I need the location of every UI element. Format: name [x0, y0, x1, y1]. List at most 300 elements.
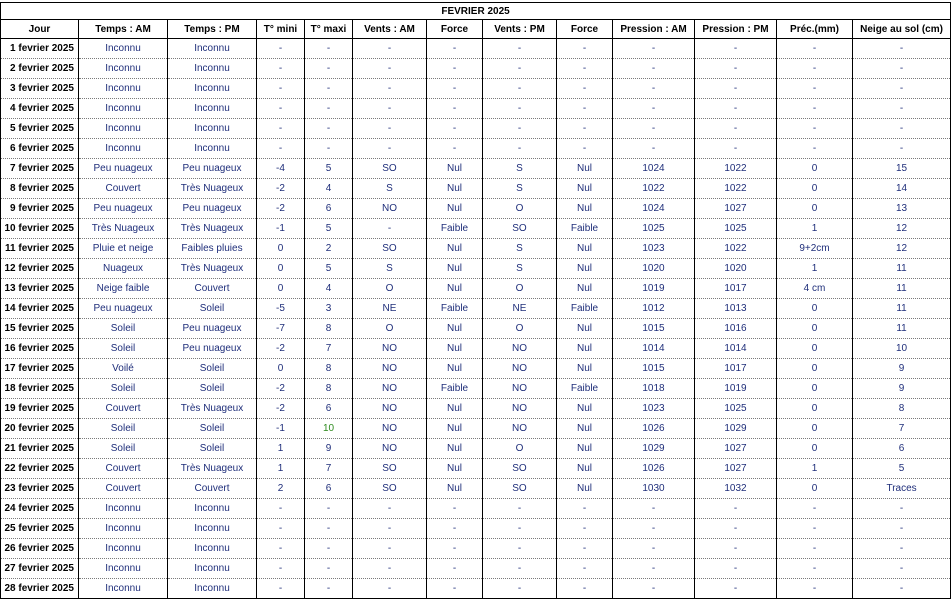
force-am-cell[interactable]: Faible	[427, 219, 483, 239]
snow-depth-cell[interactable]: 9	[853, 379, 951, 399]
snow-depth-cell[interactable]: 10	[853, 339, 951, 359]
precipitation-cell[interactable]: -	[777, 59, 853, 79]
snow-depth-cell[interactable]: -	[853, 59, 951, 79]
force-am-cell[interactable]: -	[427, 39, 483, 59]
force-am-cell[interactable]: Nul	[427, 319, 483, 339]
weather-am-cell[interactable]: Très Nuageux	[79, 219, 168, 239]
weather-am-cell[interactable]: Peu nuageux	[79, 159, 168, 179]
wind-am-cell[interactable]: -	[353, 99, 427, 119]
weather-pm-cell[interactable]: Soleil	[168, 379, 257, 399]
force-pm-cell[interactable]: Nul	[557, 319, 613, 339]
day-cell[interactable]: 3 fevrier 2025	[1, 79, 79, 99]
wind-pm-cell[interactable]: SO	[483, 459, 557, 479]
day-cell[interactable]: 6 fevrier 2025	[1, 139, 79, 159]
pressure-pm-cell[interactable]: 1017	[695, 359, 777, 379]
weather-pm-cell[interactable]: Inconnu	[168, 499, 257, 519]
column-header[interactable]: Pression : PM	[695, 20, 777, 39]
snow-depth-cell[interactable]: 11	[853, 319, 951, 339]
wind-am-cell[interactable]: -	[353, 559, 427, 579]
temp-max-cell[interactable]: 8	[305, 359, 353, 379]
day-cell[interactable]: 5 fevrier 2025	[1, 119, 79, 139]
temp-max-cell[interactable]: 7	[305, 339, 353, 359]
temp-max-cell[interactable]: -	[305, 519, 353, 539]
pressure-pm-cell[interactable]: 1029	[695, 419, 777, 439]
pressure-am-cell[interactable]: 1025	[613, 219, 695, 239]
wind-am-cell[interactable]: S	[353, 259, 427, 279]
day-cell[interactable]: 12 fevrier 2025	[1, 259, 79, 279]
weather-pm-cell[interactable]: Peu nuageux	[168, 159, 257, 179]
pressure-pm-cell[interactable]: 1022	[695, 159, 777, 179]
wind-am-cell[interactable]: SO	[353, 459, 427, 479]
pressure-am-cell[interactable]: -	[613, 119, 695, 139]
weather-pm-cell[interactable]: Inconnu	[168, 559, 257, 579]
temp-max-cell[interactable]: -	[305, 559, 353, 579]
pressure-am-cell[interactable]: 1029	[613, 439, 695, 459]
force-am-cell[interactable]: -	[427, 579, 483, 599]
temp-min-cell[interactable]: -5	[257, 299, 305, 319]
wind-pm-cell[interactable]: NO	[483, 399, 557, 419]
wind-am-cell[interactable]: NO	[353, 359, 427, 379]
day-cell[interactable]: 1 fevrier 2025	[1, 39, 79, 59]
precipitation-cell[interactable]: 0	[777, 399, 853, 419]
temp-min-cell[interactable]: -1	[257, 219, 305, 239]
force-am-cell[interactable]: Faible	[427, 299, 483, 319]
wind-am-cell[interactable]: SO	[353, 239, 427, 259]
snow-depth-cell[interactable]: 7	[853, 419, 951, 439]
pressure-pm-cell[interactable]: 1027	[695, 199, 777, 219]
temp-min-cell[interactable]: -	[257, 519, 305, 539]
weather-am-cell[interactable]: Soleil	[79, 419, 168, 439]
temp-max-cell[interactable]: 9	[305, 439, 353, 459]
temp-max-cell[interactable]: 5	[305, 219, 353, 239]
day-cell[interactable]: 11 fevrier 2025	[1, 239, 79, 259]
column-header[interactable]: Préc.(mm)	[777, 20, 853, 39]
weather-pm-cell[interactable]: Inconnu	[168, 139, 257, 159]
snow-depth-cell[interactable]: -	[853, 539, 951, 559]
weather-am-cell[interactable]: Inconnu	[79, 139, 168, 159]
pressure-pm-cell[interactable]: 1027	[695, 459, 777, 479]
day-cell[interactable]: 24 fevrier 2025	[1, 499, 79, 519]
wind-am-cell[interactable]: -	[353, 579, 427, 599]
day-cell[interactable]: 4 fevrier 2025	[1, 99, 79, 119]
wind-pm-cell[interactable]: O	[483, 319, 557, 339]
force-am-cell[interactable]: Nul	[427, 239, 483, 259]
temp-max-cell[interactable]: -	[305, 499, 353, 519]
temp-max-cell[interactable]: 8	[305, 379, 353, 399]
pressure-pm-cell[interactable]: 1014	[695, 339, 777, 359]
force-pm-cell[interactable]: Faible	[557, 219, 613, 239]
temp-min-cell[interactable]: -	[257, 579, 305, 599]
pressure-am-cell[interactable]: 1015	[613, 319, 695, 339]
day-cell[interactable]: 26 fevrier 2025	[1, 539, 79, 559]
temp-min-cell[interactable]: -2	[257, 199, 305, 219]
pressure-pm-cell[interactable]: 1025	[695, 399, 777, 419]
sheet-title[interactable]: FEVRIER 2025	[1, 3, 951, 20]
temp-min-cell[interactable]: 1	[257, 459, 305, 479]
column-header[interactable]: Jour	[1, 20, 79, 39]
force-am-cell[interactable]: Nul	[427, 359, 483, 379]
weather-am-cell[interactable]: Inconnu	[79, 119, 168, 139]
force-am-cell[interactable]: Nul	[427, 479, 483, 499]
day-cell[interactable]: 22 fevrier 2025	[1, 459, 79, 479]
temp-max-cell[interactable]: 6	[305, 399, 353, 419]
column-header[interactable]: T° maxi	[305, 20, 353, 39]
weather-am-cell[interactable]: Voilé	[79, 359, 168, 379]
weather-pm-cell[interactable]: Peu nuageux	[168, 199, 257, 219]
temp-max-cell[interactable]: -	[305, 139, 353, 159]
wind-pm-cell[interactable]: SO	[483, 219, 557, 239]
precipitation-cell[interactable]: 4 cm	[777, 279, 853, 299]
force-am-cell[interactable]: -	[427, 79, 483, 99]
snow-depth-cell[interactable]: 6	[853, 439, 951, 459]
temp-max-cell[interactable]: 4	[305, 279, 353, 299]
wind-am-cell[interactable]: -	[353, 539, 427, 559]
weather-pm-cell[interactable]: Couvert	[168, 279, 257, 299]
wind-am-cell[interactable]: NO	[353, 399, 427, 419]
day-cell[interactable]: 8 fevrier 2025	[1, 179, 79, 199]
weather-am-cell[interactable]: Inconnu	[79, 99, 168, 119]
wind-pm-cell[interactable]: O	[483, 439, 557, 459]
day-cell[interactable]: 13 fevrier 2025	[1, 279, 79, 299]
force-pm-cell[interactable]: -	[557, 499, 613, 519]
weather-am-cell[interactable]: Peu nuageux	[79, 199, 168, 219]
snow-depth-cell[interactable]: 13	[853, 199, 951, 219]
temp-max-cell[interactable]: -	[305, 79, 353, 99]
force-am-cell[interactable]: -	[427, 139, 483, 159]
wind-am-cell[interactable]: NE	[353, 299, 427, 319]
weather-pm-cell[interactable]: Inconnu	[168, 59, 257, 79]
pressure-pm-cell[interactable]: 1032	[695, 479, 777, 499]
force-am-cell[interactable]: Nul	[427, 199, 483, 219]
temp-max-cell[interactable]: 3	[305, 299, 353, 319]
snow-depth-cell[interactable]: 5	[853, 459, 951, 479]
weather-am-cell[interactable]: Couvert	[79, 479, 168, 499]
force-pm-cell[interactable]: Nul	[557, 259, 613, 279]
wind-pm-cell[interactable]: NO	[483, 379, 557, 399]
temp-max-cell[interactable]: -	[305, 579, 353, 599]
temp-min-cell[interactable]: -7	[257, 319, 305, 339]
temp-min-cell[interactable]: -	[257, 139, 305, 159]
wind-am-cell[interactable]: O	[353, 279, 427, 299]
pressure-am-cell[interactable]: 1015	[613, 359, 695, 379]
wind-pm-cell[interactable]: SO	[483, 479, 557, 499]
pressure-pm-cell[interactable]: -	[695, 119, 777, 139]
snow-depth-cell[interactable]: -	[853, 39, 951, 59]
wind-am-cell[interactable]: NO	[353, 419, 427, 439]
weather-am-cell[interactable]: Soleil	[79, 339, 168, 359]
wind-am-cell[interactable]: -	[353, 119, 427, 139]
pressure-am-cell[interactable]: 1026	[613, 419, 695, 439]
day-cell[interactable]: 20 fevrier 2025	[1, 419, 79, 439]
force-am-cell[interactable]: -	[427, 59, 483, 79]
wind-pm-cell[interactable]: -	[483, 539, 557, 559]
snow-depth-cell[interactable]: 15	[853, 159, 951, 179]
temp-min-cell[interactable]: -	[257, 119, 305, 139]
column-header[interactable]: Neige au sol (cm)	[853, 20, 951, 39]
pressure-pm-cell[interactable]: 1016	[695, 319, 777, 339]
temp-min-cell[interactable]: -2	[257, 179, 305, 199]
pressure-am-cell[interactable]: 1014	[613, 339, 695, 359]
column-header[interactable]: Pression : AM	[613, 20, 695, 39]
wind-am-cell[interactable]: -	[353, 219, 427, 239]
temp-max-cell[interactable]: 8	[305, 319, 353, 339]
pressure-am-cell[interactable]: 1019	[613, 279, 695, 299]
weather-am-cell[interactable]: Inconnu	[79, 539, 168, 559]
precipitation-cell[interactable]: -	[777, 139, 853, 159]
weather-pm-cell[interactable]: Peu nuageux	[168, 339, 257, 359]
wind-pm-cell[interactable]: -	[483, 559, 557, 579]
weather-pm-cell[interactable]: Soleil	[168, 439, 257, 459]
day-cell[interactable]: 7 fevrier 2025	[1, 159, 79, 179]
precipitation-cell[interactable]: 0	[777, 479, 853, 499]
column-header[interactable]: Force	[557, 20, 613, 39]
force-am-cell[interactable]: -	[427, 559, 483, 579]
temp-min-cell[interactable]: -2	[257, 399, 305, 419]
day-cell[interactable]: 25 fevrier 2025	[1, 519, 79, 539]
temp-max-cell[interactable]: 6	[305, 479, 353, 499]
snow-depth-cell[interactable]: -	[853, 579, 951, 599]
day-cell[interactable]: 19 fevrier 2025	[1, 399, 79, 419]
precipitation-cell[interactable]: -	[777, 79, 853, 99]
snow-depth-cell[interactable]: 9	[853, 359, 951, 379]
precipitation-cell[interactable]: 1	[777, 219, 853, 239]
force-pm-cell[interactable]: Faible	[557, 299, 613, 319]
force-pm-cell[interactable]: Nul	[557, 439, 613, 459]
force-am-cell[interactable]: Nul	[427, 399, 483, 419]
weather-pm-cell[interactable]: Soleil	[168, 299, 257, 319]
weather-pm-cell[interactable]: Peu nuageux	[168, 319, 257, 339]
precipitation-cell[interactable]: 0	[777, 419, 853, 439]
snow-depth-cell[interactable]: -	[853, 119, 951, 139]
force-am-cell[interactable]: Nul	[427, 259, 483, 279]
pressure-pm-cell[interactable]: 1022	[695, 239, 777, 259]
wind-pm-cell[interactable]: -	[483, 139, 557, 159]
wind-am-cell[interactable]: -	[353, 59, 427, 79]
weather-am-cell[interactable]: Inconnu	[79, 59, 168, 79]
temp-max-cell[interactable]: 4	[305, 179, 353, 199]
temp-min-cell[interactable]: -	[257, 99, 305, 119]
pressure-pm-cell[interactable]: -	[695, 39, 777, 59]
force-pm-cell[interactable]: Nul	[557, 459, 613, 479]
temp-min-cell[interactable]: -	[257, 559, 305, 579]
force-pm-cell[interactable]: -	[557, 39, 613, 59]
snow-depth-cell[interactable]: -	[853, 499, 951, 519]
wind-pm-cell[interactable]: -	[483, 579, 557, 599]
snow-depth-cell[interactable]: Traces	[853, 479, 951, 499]
force-pm-cell[interactable]: Nul	[557, 159, 613, 179]
temp-min-cell[interactable]: 2	[257, 479, 305, 499]
snow-depth-cell[interactable]: 14	[853, 179, 951, 199]
pressure-am-cell[interactable]: -	[613, 559, 695, 579]
force-am-cell[interactable]: -	[427, 539, 483, 559]
force-pm-cell[interactable]: -	[557, 579, 613, 599]
snow-depth-cell[interactable]: -	[853, 99, 951, 119]
pressure-pm-cell[interactable]: 1027	[695, 439, 777, 459]
weather-am-cell[interactable]: Soleil	[79, 439, 168, 459]
temp-max-cell[interactable]: -	[305, 539, 353, 559]
wind-pm-cell[interactable]: S	[483, 259, 557, 279]
weather-am-cell[interactable]: Inconnu	[79, 79, 168, 99]
temp-max-cell[interactable]: -	[305, 119, 353, 139]
snow-depth-cell[interactable]: -	[853, 79, 951, 99]
wind-pm-cell[interactable]: O	[483, 279, 557, 299]
day-cell[interactable]: 27 fevrier 2025	[1, 559, 79, 579]
force-am-cell[interactable]: Nul	[427, 179, 483, 199]
force-pm-cell[interactable]: Nul	[557, 359, 613, 379]
day-cell[interactable]: 28 fevrier 2025	[1, 579, 79, 599]
snow-depth-cell[interactable]: 12	[853, 219, 951, 239]
pressure-am-cell[interactable]: 1024	[613, 199, 695, 219]
snow-depth-cell[interactable]: 12	[853, 239, 951, 259]
temp-max-cell[interactable]: -	[305, 39, 353, 59]
force-pm-cell[interactable]: Nul	[557, 179, 613, 199]
column-header[interactable]: Temps : AM	[79, 20, 168, 39]
wind-am-cell[interactable]: -	[353, 79, 427, 99]
force-pm-cell[interactable]: -	[557, 99, 613, 119]
force-am-cell[interactable]: -	[427, 499, 483, 519]
wind-am-cell[interactable]: NO	[353, 379, 427, 399]
temp-min-cell[interactable]: -	[257, 499, 305, 519]
force-am-cell[interactable]: Faible	[427, 379, 483, 399]
pressure-pm-cell[interactable]: 1025	[695, 219, 777, 239]
precipitation-cell[interactable]: 9+2cm	[777, 239, 853, 259]
temp-max-cell[interactable]: 6	[305, 199, 353, 219]
wind-am-cell[interactable]: NO	[353, 199, 427, 219]
pressure-am-cell[interactable]: -	[613, 79, 695, 99]
pressure-pm-cell[interactable]: 1020	[695, 259, 777, 279]
pressure-am-cell[interactable]: -	[613, 139, 695, 159]
wind-am-cell[interactable]: SO	[353, 479, 427, 499]
force-am-cell[interactable]: Nul	[427, 459, 483, 479]
weather-am-cell[interactable]: Soleil	[79, 379, 168, 399]
day-cell[interactable]: 10 fevrier 2025	[1, 219, 79, 239]
pressure-pm-cell[interactable]: -	[695, 539, 777, 559]
force-pm-cell[interactable]: Nul	[557, 479, 613, 499]
pressure-am-cell[interactable]: 1030	[613, 479, 695, 499]
weather-am-cell[interactable]: Peu nuageux	[79, 299, 168, 319]
temp-max-cell[interactable]: 10	[305, 419, 353, 439]
temp-min-cell[interactable]: -2	[257, 339, 305, 359]
temp-min-cell[interactable]: -	[257, 59, 305, 79]
force-pm-cell[interactable]: Nul	[557, 199, 613, 219]
weather-pm-cell[interactable]: Soleil	[168, 419, 257, 439]
pressure-am-cell[interactable]: 1018	[613, 379, 695, 399]
pressure-am-cell[interactable]: -	[613, 59, 695, 79]
wind-am-cell[interactable]: -	[353, 39, 427, 59]
column-header[interactable]: T° mini	[257, 20, 305, 39]
force-pm-cell[interactable]: -	[557, 519, 613, 539]
weather-pm-cell[interactable]: Inconnu	[168, 539, 257, 559]
weather-pm-cell[interactable]: Très Nuageux	[168, 259, 257, 279]
day-cell[interactable]: 18 fevrier 2025	[1, 379, 79, 399]
temp-min-cell[interactable]: -4	[257, 159, 305, 179]
pressure-am-cell[interactable]: -	[613, 579, 695, 599]
wind-pm-cell[interactable]: -	[483, 99, 557, 119]
weather-am-cell[interactable]: Neige faible	[79, 279, 168, 299]
snow-depth-cell[interactable]: 8	[853, 399, 951, 419]
wind-pm-cell[interactable]: S	[483, 179, 557, 199]
temp-max-cell[interactable]: 5	[305, 259, 353, 279]
precipitation-cell[interactable]: 1	[777, 459, 853, 479]
precipitation-cell[interactable]: 0	[777, 319, 853, 339]
pressure-pm-cell[interactable]: 1017	[695, 279, 777, 299]
weather-pm-cell[interactable]: Inconnu	[168, 99, 257, 119]
force-pm-cell[interactable]: Nul	[557, 339, 613, 359]
temp-min-cell[interactable]: 0	[257, 239, 305, 259]
temp-max-cell[interactable]: -	[305, 99, 353, 119]
temp-max-cell[interactable]: 2	[305, 239, 353, 259]
precipitation-cell[interactable]: 0	[777, 359, 853, 379]
weather-am-cell[interactable]: Inconnu	[79, 559, 168, 579]
precipitation-cell[interactable]: -	[777, 499, 853, 519]
column-header[interactable]: Vents : AM	[353, 20, 427, 39]
wind-am-cell[interactable]: NO	[353, 339, 427, 359]
precipitation-cell[interactable]: 0	[777, 179, 853, 199]
force-am-cell[interactable]: -	[427, 519, 483, 539]
wind-am-cell[interactable]: O	[353, 319, 427, 339]
pressure-am-cell[interactable]: -	[613, 539, 695, 559]
weather-am-cell[interactable]: Inconnu	[79, 39, 168, 59]
temp-max-cell[interactable]: 7	[305, 459, 353, 479]
force-pm-cell[interactable]: Faible	[557, 379, 613, 399]
wind-am-cell[interactable]: NO	[353, 439, 427, 459]
pressure-am-cell[interactable]: -	[613, 499, 695, 519]
pressure-pm-cell[interactable]: -	[695, 139, 777, 159]
snow-depth-cell[interactable]: 11	[853, 299, 951, 319]
snow-depth-cell[interactable]: 11	[853, 259, 951, 279]
weather-am-cell[interactable]: Inconnu	[79, 519, 168, 539]
precipitation-cell[interactable]: -	[777, 539, 853, 559]
column-header[interactable]: Vents : PM	[483, 20, 557, 39]
precipitation-cell[interactable]: -	[777, 99, 853, 119]
wind-am-cell[interactable]: -	[353, 519, 427, 539]
day-cell[interactable]: 9 fevrier 2025	[1, 199, 79, 219]
day-cell[interactable]: 14 fevrier 2025	[1, 299, 79, 319]
temp-max-cell[interactable]: -	[305, 59, 353, 79]
wind-pm-cell[interactable]: -	[483, 519, 557, 539]
pressure-pm-cell[interactable]: 1022	[695, 179, 777, 199]
temp-min-cell[interactable]: 0	[257, 359, 305, 379]
weather-am-cell[interactable]: Couvert	[79, 459, 168, 479]
weather-pm-cell[interactable]: Inconnu	[168, 579, 257, 599]
column-header[interactable]: Force	[427, 20, 483, 39]
wind-am-cell[interactable]: S	[353, 179, 427, 199]
force-pm-cell[interactable]: -	[557, 539, 613, 559]
wind-pm-cell[interactable]: NE	[483, 299, 557, 319]
weather-pm-cell[interactable]: Très Nuageux	[168, 179, 257, 199]
temp-min-cell[interactable]: -	[257, 79, 305, 99]
wind-pm-cell[interactable]: -	[483, 79, 557, 99]
force-pm-cell[interactable]: -	[557, 79, 613, 99]
pressure-pm-cell[interactable]: -	[695, 579, 777, 599]
temp-min-cell[interactable]: 1	[257, 439, 305, 459]
pressure-am-cell[interactable]: 1024	[613, 159, 695, 179]
precipitation-cell[interactable]: -	[777, 39, 853, 59]
pressure-am-cell[interactable]: 1023	[613, 399, 695, 419]
day-cell[interactable]: 15 fevrier 2025	[1, 319, 79, 339]
weather-pm-cell[interactable]: Inconnu	[168, 39, 257, 59]
force-pm-cell[interactable]: Nul	[557, 419, 613, 439]
day-cell[interactable]: 21 fevrier 2025	[1, 439, 79, 459]
snow-depth-cell[interactable]: -	[853, 519, 951, 539]
precipitation-cell[interactable]: 0	[777, 159, 853, 179]
temp-min-cell[interactable]: 0	[257, 279, 305, 299]
weather-pm-cell[interactable]: Faibles pluies	[168, 239, 257, 259]
weather-pm-cell[interactable]: Très Nuageux	[168, 459, 257, 479]
weather-pm-cell[interactable]: Inconnu	[168, 119, 257, 139]
weather-pm-cell[interactable]: Très Nuageux	[168, 399, 257, 419]
force-pm-cell[interactable]: Nul	[557, 239, 613, 259]
